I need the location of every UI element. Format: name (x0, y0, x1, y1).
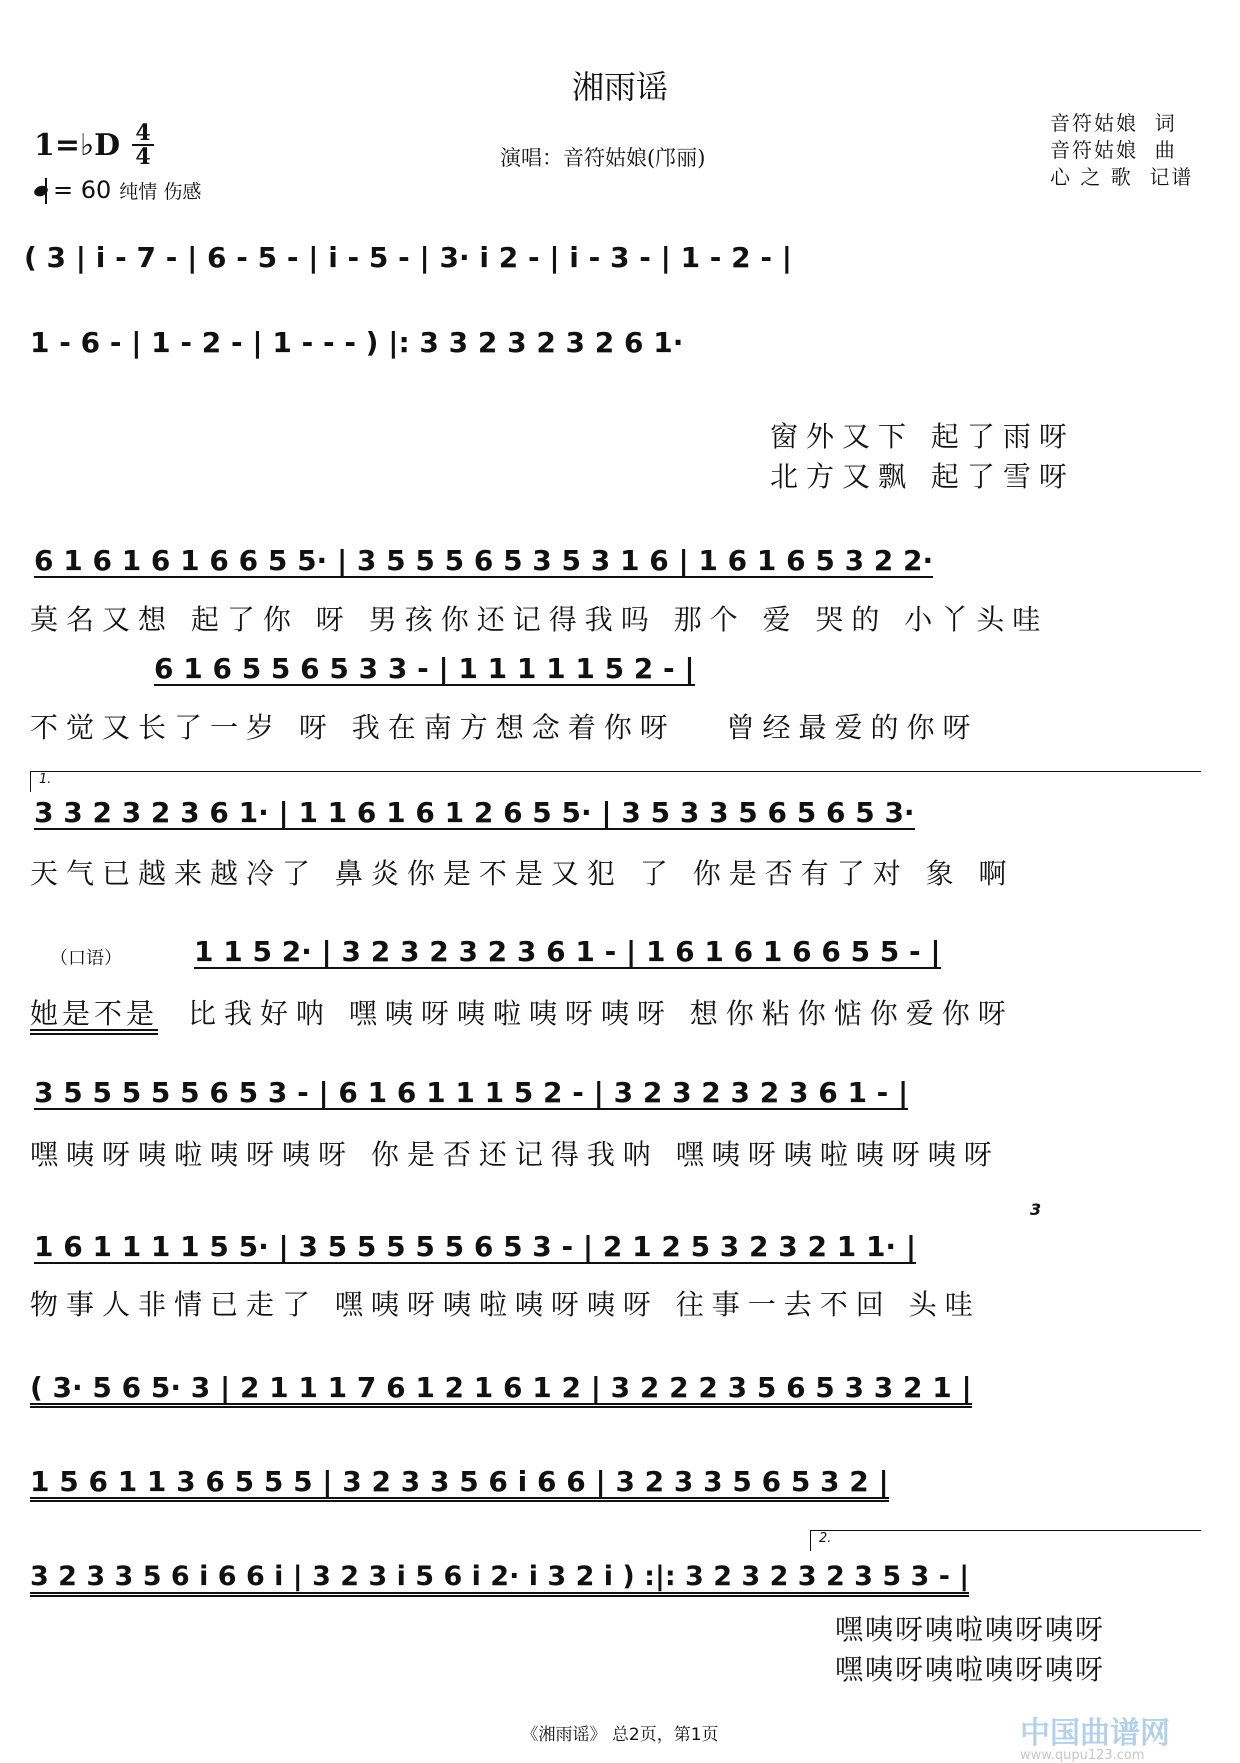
staff-row-11 (24, 1562, 1210, 1602)
notes-row-9: ( 3· 5 6 5· 3 | 2 1 1 1 7 6 1 2 1 6 1 2 | 3 2 2 2 3 5 6 5 3 3 2 1 | (30, 1373, 972, 1408)
lyric-row-7: 嘿咦呀咦啦咦呀咦呀 你是否还记得我呐 嘿咦呀咦啦咦呀咦呀 (30, 1138, 1000, 1171)
triplet-mark: 3 (1030, 1200, 1042, 1219)
lyric-row-5: 天气已越来越冷了 鼻炎你是不是又犯 了 你是否有了对 象 啊 (30, 857, 1015, 890)
staff-row-2 (24, 328, 1210, 368)
time-bottom: 4 (135, 144, 151, 170)
singer-credit: 演唱：音符姑娘(邝丽) (500, 146, 706, 170)
volta-2-label: 2. (819, 1531, 832, 1546)
lyric-row-2-verse-1: 窗外又下 起了雨呀 (770, 420, 1075, 453)
watermark-url: www.qupu123.com (1020, 1748, 1145, 1763)
mood-label: 纯情 伤感 (119, 181, 202, 203)
staff-row-6 (24, 937, 1210, 977)
notes-row-11: 3 2 3 3 5 6 i 6 6 i | 3 2 3 i 5 6 i 2· i 3 2 i ) :|: 3 2 3 2 3 2 3 5 3 - | (30, 1562, 969, 1597)
tempo-value: = 60 (53, 176, 112, 204)
spoken-lyric: 她是不是 (30, 997, 159, 1030)
staff-row-5 (24, 798, 1210, 838)
notes-row-4: 6 1 6 5 5 6 5 3 3 - | 1 1 1 1 1 5 2 - | (154, 652, 695, 685)
key-signature: 1=♭D (34, 128, 121, 163)
lyric-row-8: 物事人非情已走了 嘿咦呀咦啦咦呀咦呀 往事一去不回 头哇 (30, 1288, 981, 1321)
lyric-row-11-verse-1: 嘿咦呀咦啦咦呀咦呀 (835, 1613, 1106, 1646)
notes-row-8: 1 6 1 1 1 1 5 5· | 3 5 5 5 5 5 6 5 3 - | 2 1 2 5 3 2 3 2 1 1· | (34, 1230, 917, 1263)
notes-row-7: 3 5 5 5 5 5 6 5 3 - | 6 1 6 1 1 1 5 2 - | 3 2 3 2 3 2 3 6 1 - | (34, 1076, 909, 1109)
page-footer: 《湘雨谣》 总2页，第1页 (521, 1725, 719, 1745)
site-watermark (1020, 1708, 1170, 1763)
composer-credit: 音符姑娘 曲 (1050, 138, 1177, 162)
transcriber-credit: 心 之 歌 记谱 (1050, 165, 1194, 189)
staff-row-10 (24, 1467, 1210, 1507)
staff-row-3 (24, 546, 1210, 586)
lyricist-credit: 音符姑娘 词 (1050, 111, 1177, 135)
staff-row-1 (24, 243, 1210, 283)
staff-row-9 (24, 1373, 1210, 1413)
lyric-row-4: 不觉又长了一岁 呀 我在南方想念着你呀 曾经最爱的你呀 (30, 711, 979, 744)
tempo-marking (34, 176, 201, 204)
notes-row-1: ( 3 | i - 7 - | 6 - 5 - | i - 5 - | 3· i 2 - | i - 3 - | 1 - 2 - | (24, 241, 793, 274)
notes-row-10: 1 5 6 1 1 3 6 5 5 5 | 3 2 3 3 5 6 i 6 6 | 3 2 3 3 5 6 5 3 2 | (30, 1467, 889, 1502)
lyric-row-11-verse-2: 嘿咦呀咦啦咦呀咦呀 (835, 1653, 1106, 1686)
notes-row-3: 6 1 6 1 6 1 6 6 5 5· | 3 5 5 5 6 5 3 5 3 1 6 | 1 6 1 6 5 3 2 2· (34, 544, 934, 577)
staff-row-4 (24, 654, 1210, 694)
staff-row-7 (24, 1078, 1210, 1118)
staff-row-8 (24, 1232, 1210, 1272)
volta-2 (810, 1530, 1201, 1551)
lyric-row-2-verse-2: 北方又飘 起了雪呀 (770, 460, 1075, 493)
spoken-marking: （口语） (50, 948, 122, 969)
lyric-row-6: 比我好呐 嘿咦呀咦啦咦呀咦呀 想你粘你惦你爱你呀 (188, 997, 1014, 1030)
score-title: 湘雨谣 (571, 68, 668, 106)
lyric-row-3: 莫名又想 起了你 呀 男孩你还记得我吗 那个 爱 哭的 小丫头哇 (30, 603, 1049, 636)
watermark-text: 中国曲谱网 (1020, 1716, 1170, 1751)
notes-row-2: 1 - 6 - | 1 - 2 - | 1 - - - ) |: 3 3 2 3 2 3 2 6 1· (30, 326, 684, 359)
time-top: 4 (135, 120, 151, 146)
notes-row-6: 1 1 5 2· | 3 2 3 2 3 2 3 6 1 - | 1 6 1 6 1 6 6 5 5 - | (194, 935, 941, 968)
volta-1-label: 1. (39, 772, 52, 787)
volta-1 (30, 771, 1201, 792)
notes-row-5: 3 3 2 3 2 3 6 1· | 1 1 6 1 6 1 2 6 5 5· | 3 5 3 3 5 6 5 6 5 3· (34, 796, 915, 829)
time-signature (130, 122, 156, 168)
credits (1050, 110, 1193, 191)
